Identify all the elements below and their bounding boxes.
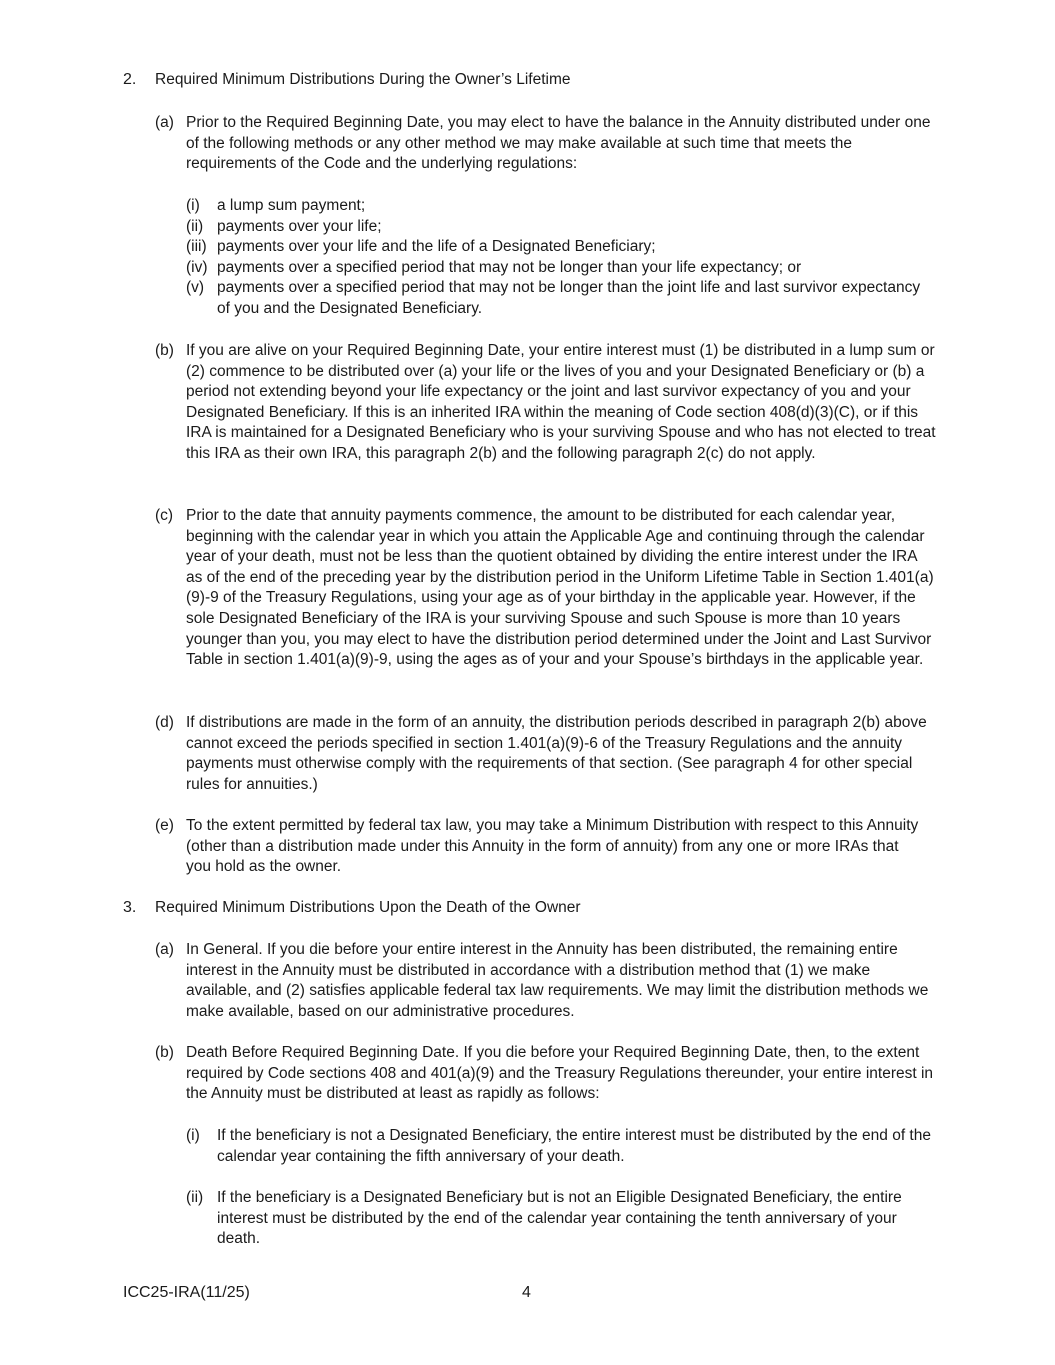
page-number: 4 bbox=[522, 1284, 531, 1301]
option-i-text: a lump sum payment; bbox=[217, 197, 366, 214]
footer-form-id: ICC25-IRA(11/25) bbox=[123, 1284, 250, 1301]
section-2b-text: If you are alive on your Required Beginning Date, your entire interest must (1) be distributed in a lump sum or (2) commence to be distributed over (a) your life or the lives of you and your Designated Beneficiary or (b) a period not extending beyond your life expectancy or the joint and last survivor expectancy of you and your Designated Beneficiary. If this is an inherited IRA within the meaning of Code section 408(d)(3)(C), or if this IRA is maintained for a Designated Beneficiary who is your surviving Spouse and who has not elected to treat this IRA as their own IRA, this paragraph 2(b) and the following paragraph 2(c) do not apply. bbox=[186, 342, 936, 462]
option-iii-label: (iii) bbox=[186, 238, 207, 256]
section-3b-i-text: If the beneficiary is not a Designated Beneficiary, the entire interest must be distributed by the end of the calendar year containing the fifth anniversary of your death. bbox=[217, 1127, 931, 1165]
section-2-title: Required Minimum Distributions During the Owner’s Lifetime bbox=[155, 71, 571, 88]
section-2d-label: (d) bbox=[155, 714, 174, 731]
section-2e-text: To the extent permitted by federal tax law, you may take a Minimum Distribution with respect to this Annuity (other than a distribution made under this Annuity in the form of annuity) from any one or more IRAs that you hold as the owner. bbox=[186, 817, 919, 876]
section-2b-label: (b) bbox=[155, 342, 174, 359]
option-iv-text: payments over a specified period that may not be longer than your life expectancy; or bbox=[217, 258, 802, 276]
section-3a-label: (a) bbox=[155, 941, 174, 958]
section-3b-label: (b) bbox=[155, 1044, 174, 1061]
option-iii-text: payments over your life and the life of a Designated Beneficiary; bbox=[217, 238, 656, 256]
option-v-label: (v) bbox=[186, 279, 205, 297]
section-2e-label: (e) bbox=[155, 817, 174, 834]
section-3b-text: Death Before Required Beginning Date. If you die before your Required Beginning Date, then, to the extent required by Code sections 408 and 401(a)(9) and the Treasury Regulations thereunder, your entire interest in the Annuity must be distributed at least as rapidly as follows: bbox=[186, 1044, 934, 1103]
section-2c-label: (c) bbox=[155, 507, 174, 524]
section-2d-text: If distributions are made in the form of an annuity, the distribution periods described in paragraph 2(b) above cannot exceed the periods specified in section 1.401(a)(9)-6 of the Treasury Regulations and the annuity payments must otherwise comply with the requirements of that section. (See paragraph 4 for other special rules for annuities.) bbox=[186, 714, 927, 793]
section-3-number: 3. bbox=[123, 899, 137, 916]
option-iv-label: (iv) bbox=[186, 258, 208, 276]
section-3a-text: In General. If you die before your entire interest in the Annuity has been distributed, the remaining entire interest in the Annuity must be distributed in accordance with a distribution method that (1) we make available, and (2) satisfies applicable federal tax law requirements. We may limit the distribution methods we make available, based on our administrative procedures. bbox=[186, 941, 929, 1020]
section-2c-text: Prior to the date that annuity payments commence, the amount to be distributed for each calendar year, beginning with the calendar year in which you attain the Applicable Age and continuing through the calendar year of your death, must not be less than the quotient obtained by dividing the entire interest under the IRA as of the end of the preceding year by the distribution period in the Uniform Lifetime Table in Section 1.401(a)(9)-9 of the Treasury Regulations, using your age as of your birthday in the applicable year. However, if the sole Designated Beneficiary of the IRA is your surviving Spouse and such Spouse is more than 10 years younger than you, you may elect to have the distribution period determined under the Joint and Last Survivor Table in section 1.401(a)(9)-9, using the ages as of your and your Spouse’s birthdays in the applicable year. bbox=[186, 507, 934, 669]
section-3b-i-label: (i) bbox=[186, 1127, 200, 1144]
option-i-label: (i) bbox=[186, 197, 200, 214]
option-ii-text: payments over your life; bbox=[217, 217, 382, 235]
section-3b-ii-label: (ii) bbox=[186, 1189, 204, 1206]
section-2a-label: (a) bbox=[155, 114, 174, 131]
section-2-number: 2. bbox=[123, 71, 137, 88]
option-v-text: payments over a specified period that may not be longer than the joint life and last survivor expectancy of you and the Designated Beneficiary. bbox=[217, 279, 921, 317]
section-3b-ii-text: If the beneficiary is a Designated Beneficiary but is not an Eligible Designated Beneficiary, the entire interest must be distributed by the end of the calendar year containing the tenth anniversary of your death. bbox=[217, 1189, 902, 1248]
section-3-title: Required Minimum Distributions Upon the Death of the Owner bbox=[155, 899, 581, 916]
option-ii-label: (ii) bbox=[186, 217, 204, 235]
section-2a-text: Prior to the Required Beginning Date, you may elect to have the balance in the Annuity distributed under one of the following methods or any other method we may make available at such time that meets the requirements of the Code and the underlying regulations: bbox=[186, 114, 931, 173]
